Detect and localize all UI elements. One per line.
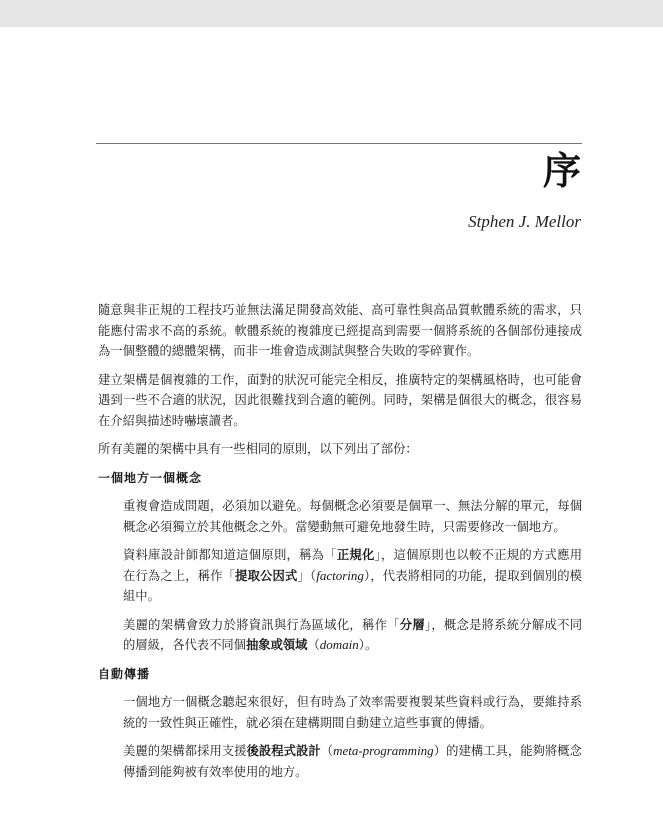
section-heading-2: 自動傳播 — [98, 666, 151, 681]
intro-paragraph-2: 建立架構是個複雜的工作，面對的狀況可能完全相反，推廣特定的架構風格時，也可能會遇到一些不合適的狀況，因此很難找到合適的範例。同時，架構是個很大的概念，很容易在介紹與描述時嚇壞讀者。 — [98, 372, 582, 428]
text-span: 美麗的架構都採用支援 — [123, 744, 247, 758]
author-name: Stphen J. Mellor — [468, 212, 581, 231]
intro-paragraph-3: 所有美麗的架構中具有一些相同的原則，以下列出了部份： — [98, 442, 418, 456]
text-span: ）的建構工具，能夠將概念傳播到能夠被有效率使用的地方。 — [123, 744, 582, 779]
section-1-paragraph-1: 重複會造成問題，必須加以避免。每個概念必須要是個單一、無法分解的單元，每個概念必須獨立於其他概念之外。當變動無可避免地發生時，只需要修改一個地方。 — [123, 499, 582, 534]
text-span: 」（ — [297, 568, 317, 583]
header-rule — [96, 143, 582, 144]
term-normalization: 正規化 — [336, 547, 375, 562]
english-term-factoring: factoring — [316, 567, 364, 583]
top-band — [0, 0, 663, 27]
text-span: （ — [307, 638, 320, 652]
body-text — [98, 300, 582, 790]
page-title: 序 — [542, 149, 581, 193]
text-span: 資料庫設計師都知道這個原則，稱為「 — [123, 548, 337, 562]
english-term-domain: domain — [319, 637, 359, 652]
term-metaprogramming: 後設程式設計 — [246, 743, 321, 758]
text-span: ），代表將相同的功能，提取到個別的模組中。 — [123, 568, 582, 603]
text-span: 」，概念是將系統分解成不同的層級，各代表不同個 — [123, 617, 582, 652]
section-2-paragraph-1: 一個地方一個概念聽起來很好，但有時為了效率需要複製某些資料或行為，要維持系統的一致性與正確性，就必須在建構期間自動建立這些事實的傳播。 — [123, 695, 582, 730]
term-layering: 分層 — [399, 616, 425, 632]
section-heading-1: 一個地方一個概念 — [98, 470, 203, 485]
section-1-paragraph-2 — [123, 545, 582, 607]
term-factoring: 提取公因式 — [235, 567, 298, 583]
text-span: 」，這個原則也以較不正規的方式應用在行為之上，稱作「 — [123, 548, 582, 583]
section-1-body — [123, 496, 582, 656]
section-2-paragraph-2 — [123, 741, 582, 782]
text-span: （ — [320, 744, 334, 758]
text-span: ）。 — [358, 638, 378, 652]
section-2-body — [123, 692, 582, 782]
term-abstraction: 抽象或領域 — [245, 637, 308, 652]
intro-paragraph-1: 隨意與非正規的工程技巧並無法滿足開發高效能、高可靠性與高品質軟體系統的需求，只能應付需求不高的系統。軟體系統的複雜度已經提高到需要一個將系統的各個部份連接成為一個整體的總體架構，而非一堆會造成測試與整合失敗的零碎實作。 — [98, 303, 582, 358]
section-1-paragraph-3 — [123, 615, 582, 656]
text-span: 美麗的架構會致力於將資訊與行為區域化，稱作「 — [123, 617, 400, 632]
english-term-metaprogramming: meta-programming — [333, 743, 434, 758]
